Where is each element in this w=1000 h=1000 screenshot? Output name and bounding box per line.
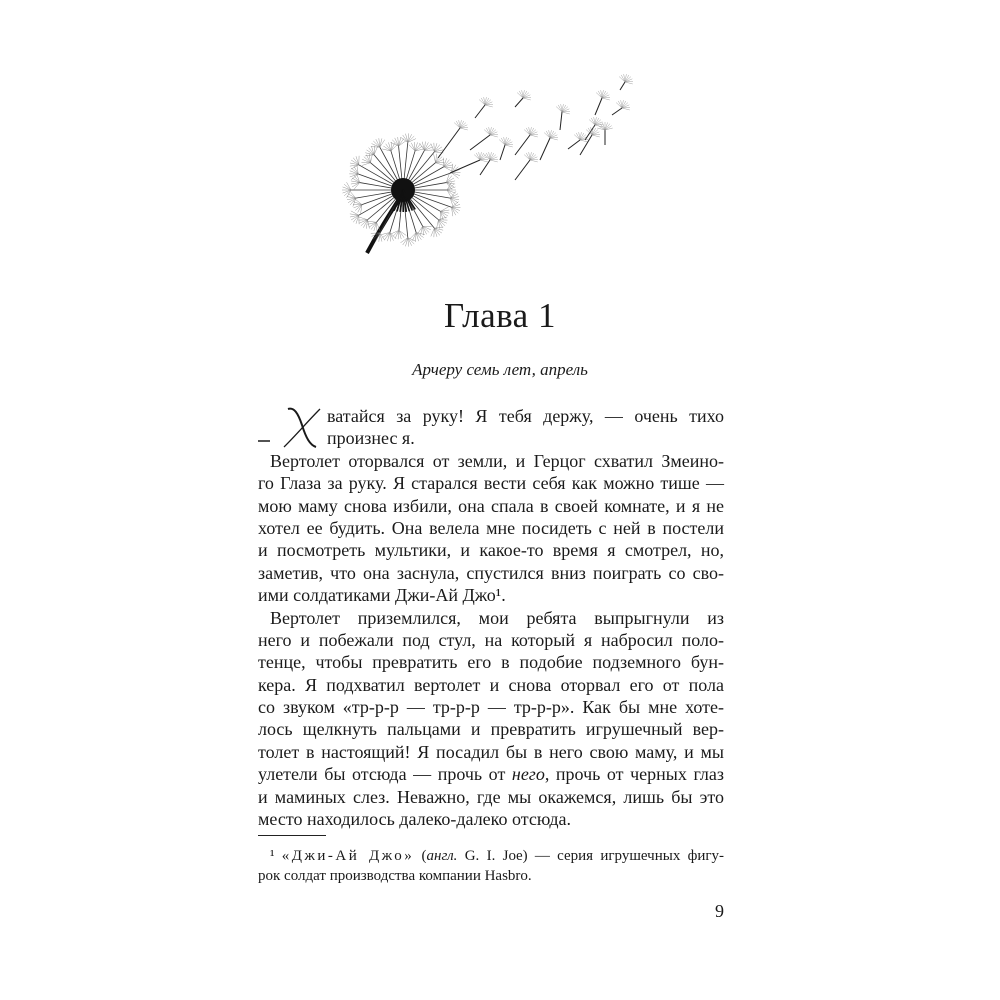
text-line: Вертолет приземлился, мои ребята выпрыгнули из [270, 607, 724, 628]
text-line: него и побежали под стул, на который я набросил поло- [258, 629, 724, 650]
text-segment: G. I. Joe) — серия игрушечных фигу- [457, 848, 724, 864]
chapter-subtitle: Арчеру семь лет, апрель [412, 360, 588, 379]
text-line: произнес я. [327, 428, 415, 449]
footnote-line: рок солдат производства компании Hasbro. [258, 868, 532, 884]
text-line: заметив, что она заснула, спустился вниз поиграть со сво- [258, 562, 724, 583]
text-line: ватайся за руку! Я тебя держу, — очень тихо [327, 406, 724, 426]
body-text [258, 405, 724, 830]
drop-cap-letter [258, 405, 326, 451]
emphasis-text: него [511, 764, 545, 785]
footnote-mark: ¹ [270, 848, 282, 864]
footnote-separator [258, 835, 326, 836]
footnote [258, 846, 724, 886]
text-line [258, 763, 724, 785]
page-number: 9 [715, 901, 724, 921]
text-line: кера. Я подхватил вертолет и снова оторвал его от пола [258, 674, 724, 695]
text-line: со звуком «тр-р-р — тр-р-р — тр-р-р». Как бы мне хоте- [258, 697, 724, 718]
text-segment: улетели бы отсюда — прочь от [258, 764, 512, 785]
text-segment: ( [414, 848, 427, 864]
footnote-term: «Джи-Ай Джо» [281, 848, 415, 864]
text-line: толет в настоящий! Я посадил бы в него свою маму, и мы [258, 741, 724, 762]
text-line: мою маму снова избили, она спала в своей комнате, и я не [258, 495, 724, 516]
text-line: тенце, чтобы превратить его в подобие подземного бун- [258, 652, 724, 673]
footnote-line [258, 846, 724, 866]
text-line: ими солдатиками Джи-Ай Джо¹. [258, 585, 506, 606]
text-line: Вертолет оторвался от земли, и Герцог схватил Змеино- [270, 450, 724, 471]
text-line: лось щелкнуть пальцами и превратить игрушечный вер- [258, 719, 724, 740]
dandelion-illustration [330, 60, 650, 260]
chapter-title: Глава 1 [444, 296, 556, 335]
text-line: место находилось далеко-далеко отсюда. [258, 809, 572, 830]
text-line: го Глаза за руку. Я старался вести себя как можно тише — [258, 473, 724, 494]
text-line: и маминых слез. Неважно, где мы окажемся, лишь бы это [258, 786, 724, 807]
text-segment: , прочь от черных глаз [544, 764, 724, 785]
footnote-lang: англ. [426, 848, 458, 864]
text-line: хотел ее будить. Она велела мне посидеть с ней в постели [258, 517, 724, 538]
text-line: и посмотреть мультики, и какое-то время я смотрел, но, [258, 540, 724, 561]
